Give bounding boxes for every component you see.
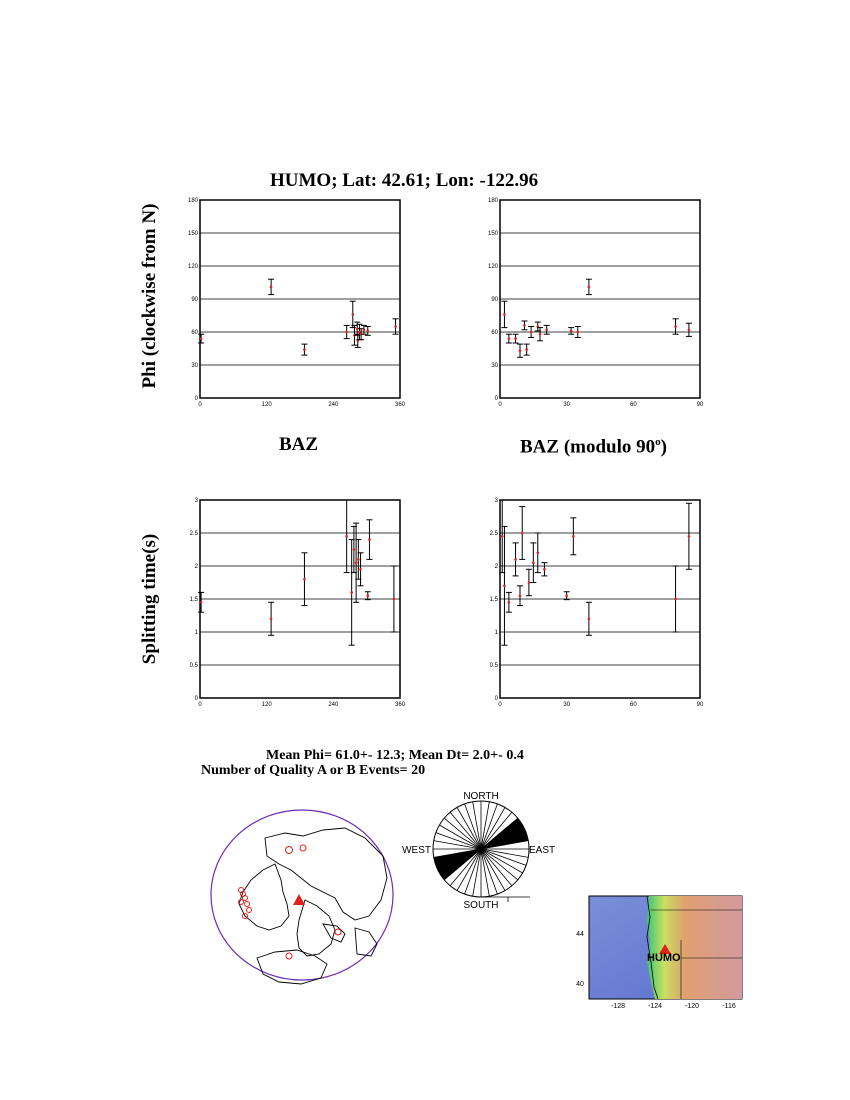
y-tick-label: 150 <box>187 231 198 237</box>
data-point <box>519 594 522 597</box>
data-point <box>572 535 575 538</box>
data-point <box>363 329 366 332</box>
y-tick-label: 0.5 <box>489 663 498 669</box>
y-tick-label: 1.5 <box>189 597 198 603</box>
x-tick-label: 120 <box>261 402 272 407</box>
data-point <box>270 286 273 289</box>
y-tick-label: 90 <box>191 297 198 303</box>
continent-outlines <box>239 828 387 984</box>
stats-mean: Mean Phi= 61.0+- 12.3; Mean Dt= 2.0+- 0.4 <box>266 748 524 763</box>
x-tick-label: 90 <box>696 702 704 707</box>
regional-relief-map <box>555 892 750 1012</box>
baz-axis-label: BAZ <box>279 434 319 455</box>
x-tick-label: 360 <box>394 702 406 707</box>
y-tick-label: 2.5 <box>189 531 198 537</box>
data-point <box>357 558 360 561</box>
x-tick-label: 240 <box>328 702 339 707</box>
y-tick-label: 120 <box>487 264 498 270</box>
y-tick-label: 60 <box>491 330 498 336</box>
x-tick-label: 30 <box>563 702 571 707</box>
data-point <box>393 598 396 601</box>
x-tick-label: 0 <box>198 402 202 407</box>
x-tick-label: 0 <box>498 702 502 707</box>
data-point <box>539 333 542 336</box>
regional-station-label: HUMO <box>647 952 681 964</box>
data-point <box>588 286 591 289</box>
page-title: HUMO; Lat: 42.61; Lon: -122.96 <box>270 170 539 191</box>
baz-mod90-label-text: BAZ (modulo 90 <box>520 436 656 458</box>
data-point <box>200 337 203 340</box>
x-tick-label: 60 <box>629 702 637 707</box>
dt-axis-label: Splitting time(s) <box>139 533 160 665</box>
rose-south-label: SOUTH <box>463 900 499 911</box>
data-point <box>351 313 354 316</box>
map-y-tick-44: 44 <box>576 931 584 938</box>
data-point <box>345 331 348 334</box>
data-point <box>514 558 517 561</box>
map-y-tick-40: 40 <box>576 981 584 988</box>
map-x-tick-120: -120 <box>684 1003 700 1010</box>
x-tick-label: 60 <box>629 402 637 407</box>
data-point <box>355 561 358 564</box>
data-point <box>303 578 306 581</box>
data-point <box>545 329 548 332</box>
stats-count: Number of Quality A or B Events= 20 <box>201 763 426 778</box>
data-point <box>359 568 362 571</box>
data-point <box>688 329 691 332</box>
map-x-tick-124: -124 <box>647 1003 663 1010</box>
data-point <box>350 591 353 594</box>
x-tick-label: 120 <box>261 702 272 707</box>
data-point <box>270 618 273 621</box>
x-tick-label: 30 <box>563 402 571 407</box>
data-point <box>521 532 524 535</box>
x-tick-label: 0 <box>498 402 502 407</box>
data-point <box>501 535 504 538</box>
data-point <box>394 325 397 328</box>
baz-mod90-axis-label <box>520 436 667 458</box>
data-point <box>532 561 535 564</box>
y-tick-label: 180 <box>187 198 198 204</box>
y-tick-label: 1 <box>494 630 498 636</box>
data-point <box>358 331 361 334</box>
y-tick-label: 2 <box>494 564 498 570</box>
rose-west-label: WEST <box>402 845 431 856</box>
y-tick-label: 150 <box>487 231 498 237</box>
data-point <box>503 585 506 588</box>
y-tick-label: 2 <box>194 564 198 570</box>
data-point <box>530 331 533 334</box>
data-point <box>503 313 506 316</box>
y-tick-label: 3 <box>194 498 198 504</box>
data-point <box>588 618 591 621</box>
data-point <box>353 548 356 551</box>
y-tick-label: 0 <box>494 396 498 402</box>
y-tick-label: 1 <box>194 630 198 636</box>
map-x-tick-128: -128 <box>610 1003 626 1010</box>
y-tick-label: 180 <box>487 198 498 204</box>
data-point <box>200 601 203 604</box>
plot-dt-baz-mod90 <box>480 492 710 707</box>
data-point <box>519 349 522 352</box>
data-point <box>345 535 348 538</box>
baz-mod90-label-close: ) <box>660 436 667 458</box>
plot-phi-baz <box>180 192 410 407</box>
y-tick-label: 0 <box>494 696 498 702</box>
data-point <box>303 348 306 351</box>
data-point <box>543 568 546 571</box>
plot-dt-baz <box>180 492 410 707</box>
plot-phi-baz-mod90 <box>480 192 710 407</box>
data-point <box>565 594 568 597</box>
map-x-tick-116: -116 <box>722 1003 736 1010</box>
rose-diagram <box>395 788 570 913</box>
data-point <box>576 331 579 334</box>
map-land <box>647 896 742 999</box>
data-point <box>674 325 677 328</box>
rose-north-label: NORTH <box>463 791 499 802</box>
rose-east-label: EAST <box>529 845 556 856</box>
y-tick-label: 30 <box>491 363 498 369</box>
x-tick-label: 90 <box>696 402 704 407</box>
data-point <box>508 601 511 604</box>
data-point <box>528 581 531 584</box>
data-point <box>366 330 369 333</box>
data-point <box>688 535 691 538</box>
y-tick-label: 60 <box>191 330 198 336</box>
data-point <box>366 594 369 597</box>
x-tick-label: 0 <box>198 702 202 707</box>
y-tick-label: 0 <box>194 696 198 702</box>
data-point <box>674 598 677 601</box>
data-point <box>536 552 539 555</box>
y-tick-label: 0 <box>194 396 198 402</box>
y-tick-label: 0.5 <box>189 663 198 669</box>
event-markers <box>239 845 342 959</box>
data-point <box>508 337 511 340</box>
data-point <box>525 348 528 351</box>
y-tick-label: 3 <box>494 498 498 504</box>
degree-superscript: o <box>655 436 661 448</box>
x-tick-label: 240 <box>328 402 339 407</box>
phi-axis-label: Phi (clockwise from N) <box>139 203 160 389</box>
x-tick-label: 360 <box>394 402 406 407</box>
data-point <box>523 324 526 327</box>
data-point <box>368 538 371 541</box>
y-tick-label: 90 <box>491 297 498 303</box>
global-event-map <box>205 808 400 993</box>
data-point <box>570 330 573 333</box>
station-triangle <box>293 894 305 905</box>
y-tick-label: 1.5 <box>489 597 498 603</box>
y-tick-label: 30 <box>191 363 198 369</box>
y-tick-label: 2.5 <box>489 531 498 537</box>
data-point <box>514 337 517 340</box>
y-tick-label: 120 <box>187 264 198 270</box>
